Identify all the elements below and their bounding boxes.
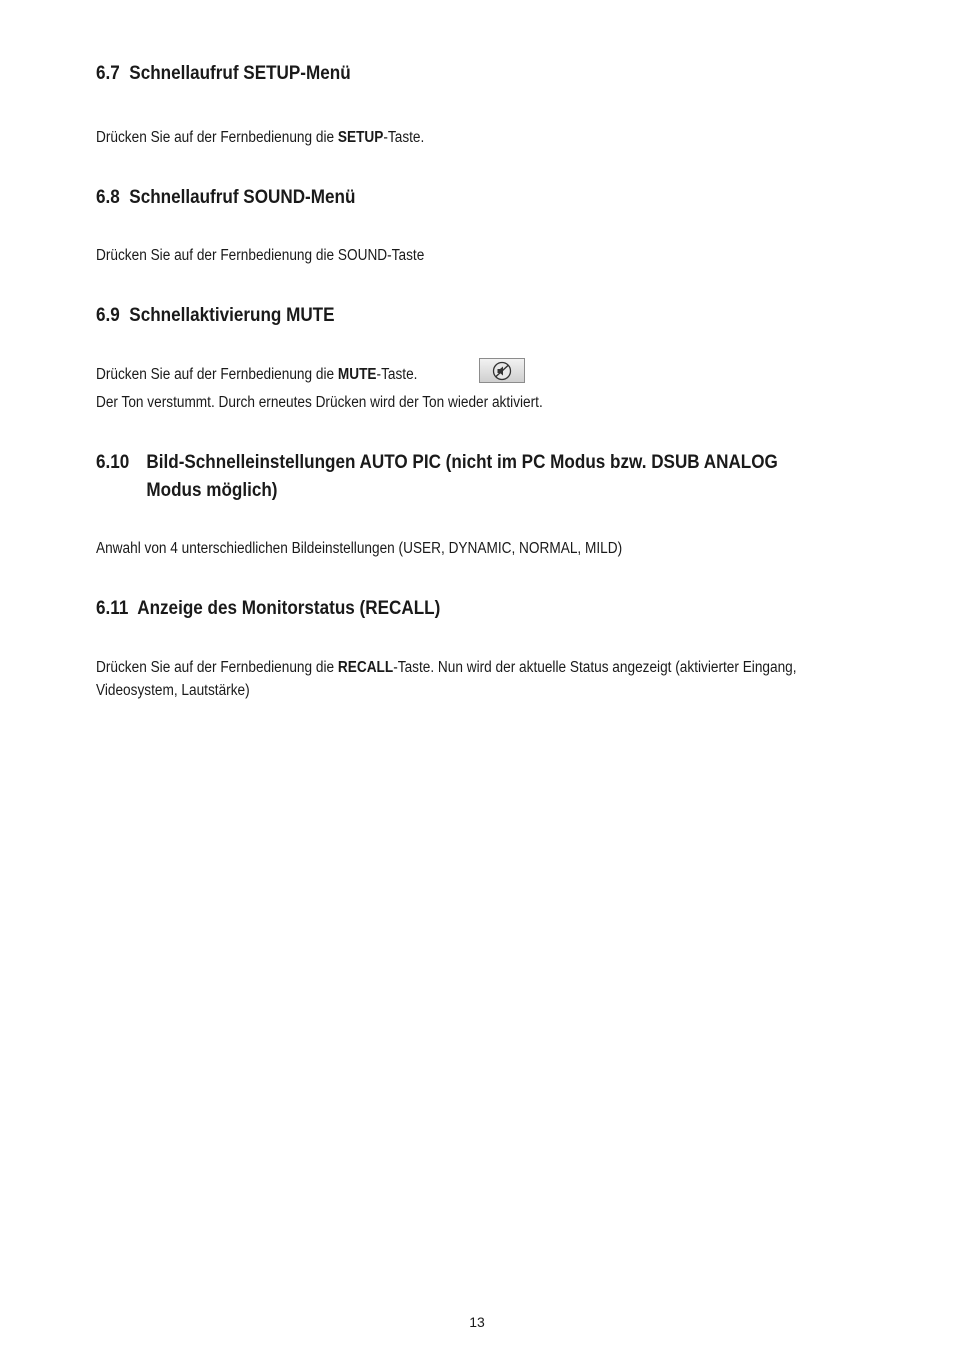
section-number: 6.8 (96, 187, 120, 208)
section-heading (96, 302, 798, 330)
section-title: Anzeige des Monitorstatus (RECALL) (137, 598, 441, 619)
section-6-10 (96, 449, 896, 505)
key-name: MUTE (337, 366, 377, 383)
section-heading (96, 184, 798, 212)
text-run: Drücken Sie auf der Fernbedienung die (96, 129, 338, 146)
paragraph (96, 657, 797, 679)
section-6-7-body (96, 127, 876, 149)
paragraph: Drücken Sie auf der Fernbedienung die SOUND-Taste (96, 247, 425, 264)
text-run: Drücken Sie auf der Fernbedienung die (96, 659, 338, 676)
text-run: -Taste. (383, 129, 425, 146)
section-heading (96, 595, 798, 623)
section-6-11 (96, 595, 876, 623)
section-heading (96, 60, 798, 88)
section-title-line-1: Bild-Schnelleinstellungen AUTO PIC (nicht im PC Modus bzw. DSUB ANALOG (146, 452, 778, 473)
text-run: -Taste. (376, 366, 418, 383)
indent (96, 477, 146, 505)
section-6-8 (96, 184, 876, 212)
paragraph (96, 127, 782, 149)
section-6-9 (96, 302, 876, 330)
section-number: 6.7 (96, 63, 120, 84)
paragraph: Der Ton verstummt. Durch erneutes Drücken wird der Ton wieder aktiviert. (96, 394, 543, 411)
key-name: SETUP (337, 129, 384, 146)
paragraph: Videosystem, Lautstärke) (96, 682, 250, 699)
section-number: 6.11 (96, 598, 129, 619)
section-number: 6.9 (96, 305, 120, 326)
section-6-7 (96, 60, 876, 88)
section-6-11-body (96, 657, 876, 702)
section-number: 6.10 (96, 452, 130, 473)
section-title: Schnellaktivierung MUTE (129, 305, 335, 326)
section-title: Schnellaufruf SETUP-Menü (129, 63, 351, 84)
paragraph (96, 364, 782, 386)
text-run: -Taste. Nun wird der aktuelle Status angezeigt (aktivierter Eingang, (393, 659, 797, 676)
section-6-8-body (96, 245, 876, 267)
text-run: Drücken Sie auf der Fernbedienung die (96, 366, 338, 383)
mute-speaker-icon (492, 361, 512, 381)
section-title: Schnellaufruf SOUND-Menü (129, 187, 356, 208)
section-6-10-body (96, 538, 876, 560)
section-title-line-2: Modus möglich) (146, 480, 278, 501)
page-number: 13 (469, 1314, 485, 1330)
section-heading (96, 449, 896, 505)
key-name: RECALL (337, 659, 394, 676)
paragraph: Anwahl von 4 unterschiedlichen Bildeinstellungen (USER, DYNAMIC, NORMAL, MILD) (96, 540, 623, 557)
mute-button[interactable] (479, 358, 525, 383)
